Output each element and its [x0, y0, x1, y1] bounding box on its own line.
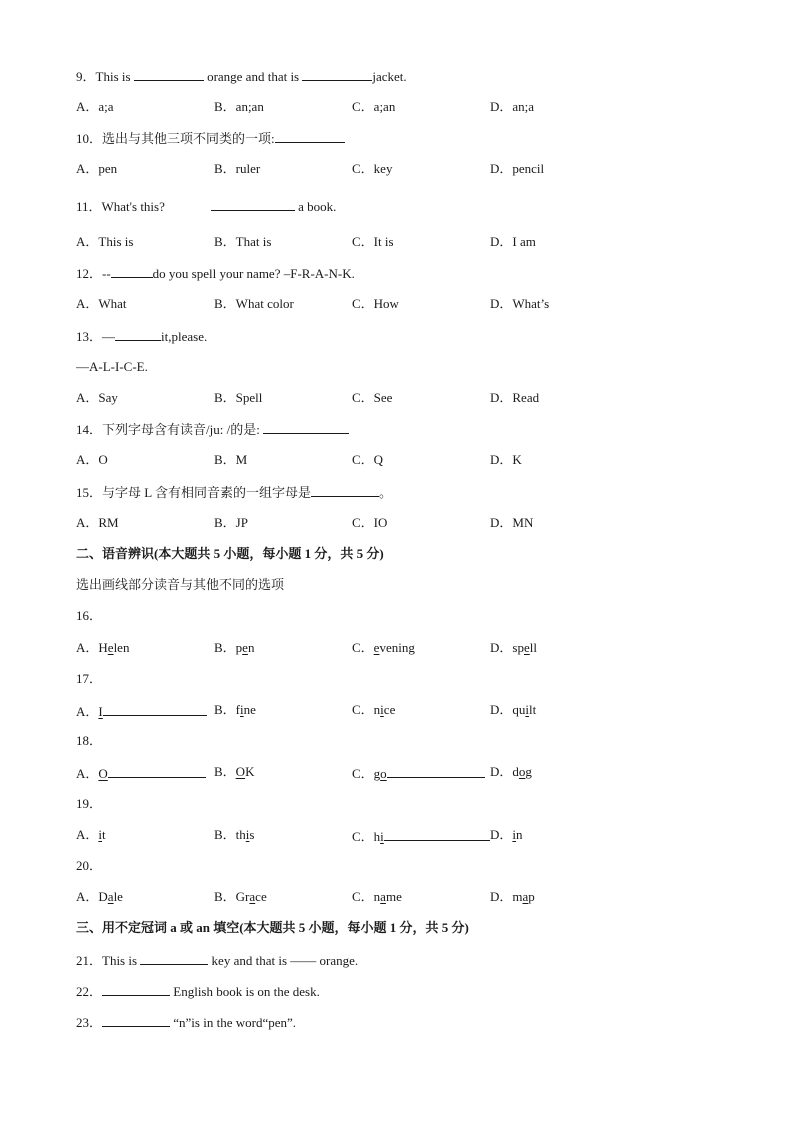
- option-d[interactable]: [490, 640, 537, 656]
- option-c[interactable]: [352, 827, 490, 845]
- option-b[interactable]: [214, 827, 254, 843]
- options-16: [76, 640, 776, 656]
- section-2-instruction: 选出画线部分读音与其他不同的选项: [76, 577, 285, 592]
- underlined-letter: i: [525, 702, 530, 717]
- option-a[interactable]: A．What: [76, 296, 127, 311]
- option-a[interactable]: [76, 827, 106, 843]
- answer-blank[interactable]: [134, 68, 204, 81]
- option-d[interactable]: D．pencil: [490, 161, 545, 176]
- option-a[interactable]: [76, 764, 206, 782]
- option-prefix: B．th: [214, 827, 246, 842]
- option-prefix: B．f: [214, 702, 241, 717]
- option-suffix: ll: [529, 640, 537, 655]
- answer-blank[interactable]: [140, 952, 208, 965]
- options-12: [76, 296, 776, 312]
- answer-blank[interactable]: [102, 983, 170, 996]
- option-c[interactable]: C．How: [352, 296, 399, 311]
- option-a[interactable]: A．This is: [76, 234, 134, 249]
- option-prefix: A．: [76, 704, 99, 719]
- option-c[interactable]: C．a;an: [352, 99, 396, 114]
- option-suffix: len: [113, 640, 130, 655]
- option-suffix: le: [113, 889, 123, 904]
- option-suffix: K: [245, 764, 255, 779]
- option-a[interactable]: [76, 889, 123, 905]
- option-b[interactable]: B．Spell: [214, 390, 263, 405]
- option-suffix: ce: [255, 889, 267, 904]
- question-11: [76, 198, 336, 215]
- option-prefix: B．p: [214, 640, 243, 655]
- options-15: [76, 515, 776, 531]
- question-text: “n”is in the word“pen”.: [170, 1015, 296, 1030]
- option-c[interactable]: C．It is: [352, 234, 394, 249]
- option-suffix: n: [247, 640, 255, 655]
- question-text: This is: [95, 69, 134, 84]
- option-prefix: C．: [352, 640, 374, 655]
- underlined-letter: i: [240, 702, 244, 717]
- question-13-reply: —A-L-I-C-E.: [76, 359, 148, 374]
- option-prefix: A．: [76, 827, 99, 842]
- question-text: 23．: [76, 1015, 103, 1030]
- question-10: [76, 130, 345, 147]
- option-d[interactable]: D．an;a: [490, 99, 535, 114]
- underlined-letter: i: [380, 829, 384, 844]
- underline-extension: [108, 764, 206, 778]
- question-text: 。: [378, 485, 392, 500]
- underline-extension: [384, 827, 490, 841]
- question-number: 9．: [76, 69, 96, 84]
- answer-blank[interactable]: [311, 484, 379, 497]
- answer-blank[interactable]: [111, 265, 153, 278]
- option-a[interactable]: A．RM: [76, 515, 119, 530]
- option-suffix: g: [525, 764, 532, 779]
- options-20: [76, 889, 776, 905]
- question-20: 20．: [76, 858, 103, 873]
- option-b[interactable]: [214, 889, 267, 905]
- option-prefix: C．h: [352, 829, 381, 844]
- underlined-letter: e: [107, 640, 114, 655]
- question-19: 19．: [76, 796, 103, 811]
- option-suffix: ne: [243, 702, 256, 717]
- option-prefix: B．Gr: [214, 889, 250, 904]
- option-a[interactable]: A．Say: [76, 390, 118, 405]
- option-d[interactable]: [490, 889, 535, 905]
- option-prefix: D．: [490, 827, 513, 842]
- option-a[interactable]: [76, 702, 207, 720]
- question-text: 22．: [76, 984, 103, 999]
- question-text: 21．This is: [76, 953, 141, 968]
- underlined-letter: a: [107, 889, 114, 904]
- option-prefix: D．sp: [490, 640, 524, 655]
- option-prefix: D．m: [490, 889, 523, 904]
- answer-blank[interactable]: [275, 130, 345, 143]
- underlined-letter: I: [98, 704, 103, 719]
- options-10: [76, 161, 776, 177]
- question-text: 13．—: [76, 329, 116, 344]
- option-d[interactable]: [490, 764, 532, 780]
- underlined-letter: a: [522, 889, 529, 904]
- question-text: English book is on the desk.: [170, 984, 320, 999]
- question-text: jacket.: [372, 69, 407, 84]
- underlined-letter: e: [242, 640, 248, 655]
- options-9: [76, 99, 776, 115]
- option-suffix: s: [249, 827, 255, 842]
- options-11: [76, 234, 776, 250]
- underlined-letter: O: [98, 766, 108, 781]
- option-b[interactable]: B．an;an: [214, 99, 264, 114]
- underline-extension: [103, 702, 207, 716]
- underlined-letter: a: [249, 889, 256, 904]
- option-b[interactable]: [214, 640, 254, 656]
- option-prefix: A．: [76, 766, 99, 781]
- option-prefix: C．n: [352, 889, 381, 904]
- option-a[interactable]: [76, 640, 129, 656]
- option-d[interactable]: D．I am: [490, 234, 536, 249]
- underline-extension: [387, 764, 485, 778]
- question-text: 12．--: [76, 266, 111, 281]
- underlined-letter: a: [380, 889, 386, 904]
- underlined-letter: e: [373, 640, 380, 655]
- underlined-letter: o: [518, 764, 526, 779]
- option-c[interactable]: C．key: [352, 161, 393, 176]
- option-prefix: D．d: [490, 764, 519, 779]
- option-suffix: lt: [529, 702, 537, 717]
- question-text: a book.: [294, 199, 337, 214]
- option-prefix: A．H: [76, 640, 108, 655]
- question-text: it,please.: [161, 329, 208, 344]
- option-d[interactable]: D．MN: [490, 515, 534, 530]
- options-19: [76, 827, 776, 843]
- question-16: 16．: [76, 608, 103, 623]
- question-text: 15．与字母 L 含有相同音素的一组字母是: [76, 485, 311, 500]
- option-prefix: C．g: [352, 766, 381, 781]
- option-d[interactable]: D．K: [490, 452, 522, 467]
- option-c[interactable]: [352, 640, 415, 656]
- question-21: [76, 952, 358, 969]
- options-18: [76, 764, 776, 780]
- option-d[interactable]: [490, 827, 523, 843]
- answer-blank[interactable]: [211, 198, 295, 211]
- option-a[interactable]: A．O: [76, 452, 108, 467]
- question-text: 14．下列字母含有读音/ju: /的是:: [76, 422, 264, 437]
- answer-blank[interactable]: [263, 421, 349, 434]
- option-suffix: me: [385, 889, 402, 904]
- question-14: [76, 421, 349, 438]
- option-b[interactable]: [214, 702, 256, 718]
- question-23: [76, 1014, 296, 1031]
- question-9: [76, 68, 407, 85]
- question-text: 11．What's this?: [76, 199, 165, 214]
- underlined-letter: O: [235, 764, 246, 779]
- option-suffix: p: [528, 889, 535, 904]
- options-17: [76, 702, 776, 718]
- option-a[interactable]: A．pen: [76, 161, 118, 176]
- answer-blank[interactable]: [302, 68, 372, 81]
- option-prefix: D．qu: [490, 702, 526, 717]
- option-b[interactable]: B．JP: [214, 515, 248, 530]
- option-prefix: A．D: [76, 889, 108, 904]
- option-b[interactable]: B．M: [214, 452, 248, 467]
- underlined-letter: o: [380, 766, 387, 781]
- option-b[interactable]: [214, 764, 254, 780]
- option-d[interactable]: [490, 702, 536, 718]
- option-c[interactable]: [352, 702, 395, 718]
- option-suffix: t: [102, 827, 106, 842]
- question-18: 18．: [76, 733, 103, 748]
- option-c[interactable]: C．See: [352, 390, 393, 405]
- option-b[interactable]: B．ruler: [214, 161, 261, 176]
- question-text: 10．选出与其他三项不同类的一项:: [76, 131, 275, 146]
- option-d[interactable]: D．What’s: [490, 296, 550, 311]
- underlined-letter: i: [245, 827, 250, 842]
- underlined-letter: i: [98, 827, 103, 842]
- option-suffix: vening: [379, 640, 415, 655]
- option-d[interactable]: D．Read: [490, 390, 540, 405]
- answer-blank[interactable]: [115, 328, 161, 341]
- section-3-heading: 三、用不定冠词 a 或 an 填空(本大题共 5 小题，每小题 1 分，共 5 分): [76, 920, 469, 935]
- option-c[interactable]: [352, 764, 485, 782]
- option-suffix: n: [516, 827, 523, 842]
- question-text: key and that is —— orange.: [208, 953, 359, 968]
- underlined-letter: i: [512, 827, 517, 842]
- option-prefix: C．n: [352, 702, 381, 717]
- option-a[interactable]: A．a;a: [76, 99, 114, 114]
- underlined-letter: i: [380, 702, 384, 717]
- answer-blank[interactable]: [102, 1014, 170, 1027]
- options-13: [76, 390, 776, 406]
- question-15: [76, 484, 392, 501]
- options-14: [76, 452, 776, 468]
- question-17: 17．: [76, 671, 103, 686]
- option-prefix: B．: [214, 764, 236, 779]
- question-12: [76, 265, 355, 282]
- question-text: do you spell your name? –F-R-A-N-K.: [152, 266, 355, 281]
- option-suffix: ce: [383, 702, 396, 717]
- section-2-heading: 二、语音辨识(本大题共 5 小题，每小题 1 分，共 5 分): [76, 546, 384, 561]
- option-c[interactable]: [352, 889, 402, 905]
- question-22: [76, 983, 320, 1000]
- option-b[interactable]: B．That is: [214, 234, 272, 249]
- option-c[interactable]: C．Q: [352, 452, 384, 467]
- option-c[interactable]: C．IO: [352, 515, 388, 530]
- question-text: orange and that is: [203, 69, 303, 84]
- option-b[interactable]: B．What color: [214, 296, 294, 311]
- underlined-letter: e: [523, 640, 530, 655]
- question-13: [76, 328, 207, 345]
